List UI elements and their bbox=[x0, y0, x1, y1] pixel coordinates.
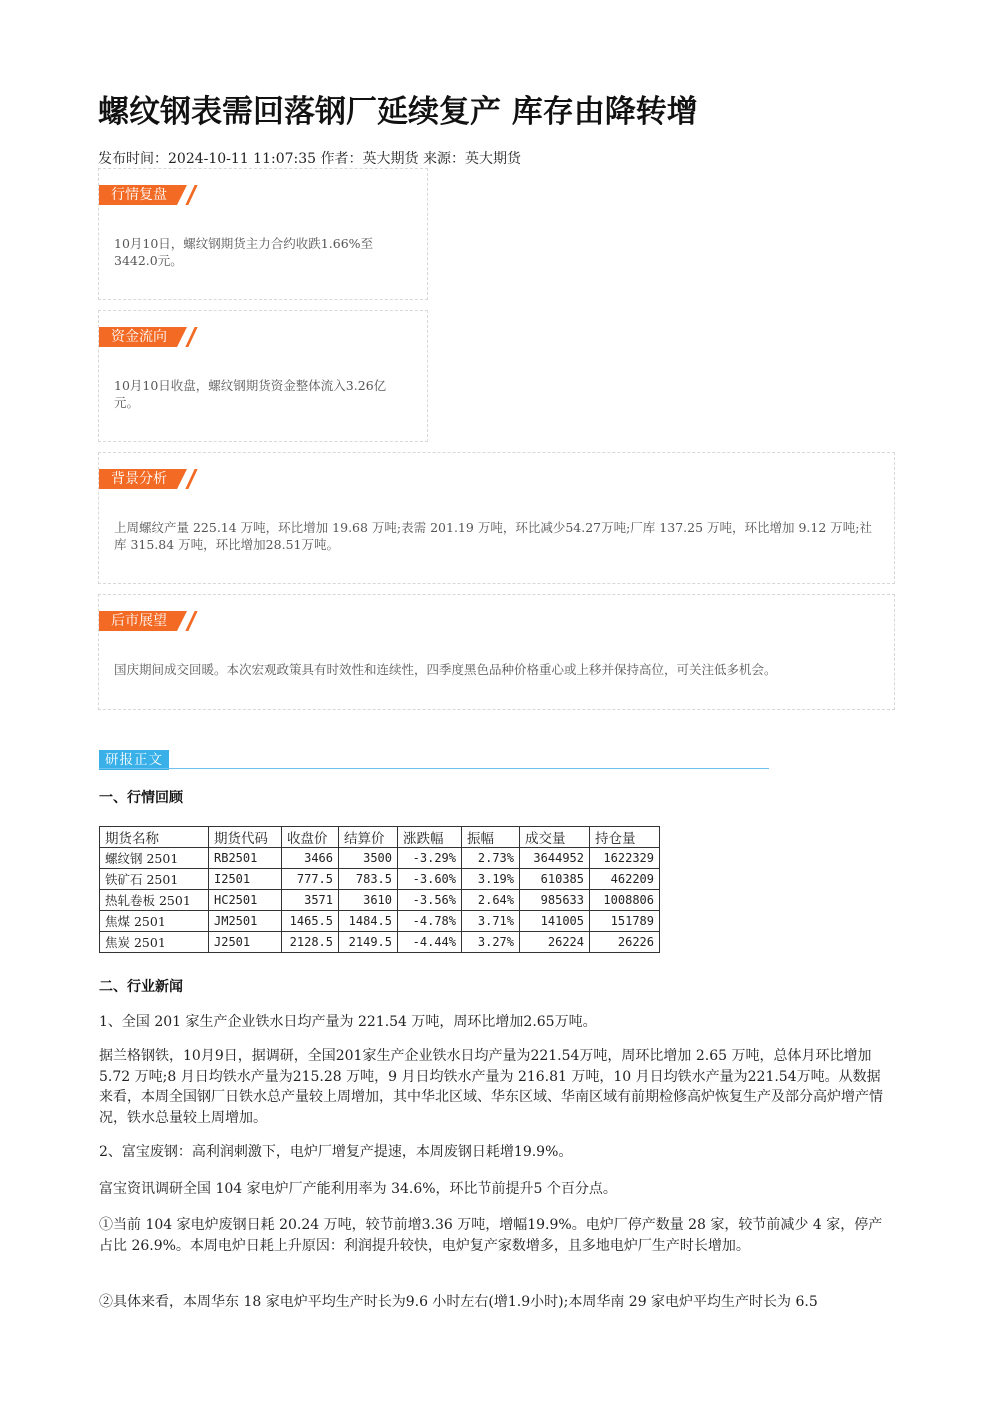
background-box bbox=[98, 452, 895, 584]
section-text: 10月10日，螺纹钢期货主力合约收跌1.66%至3442.0元。 bbox=[114, 236, 374, 268]
news-item-2-title: 2、富宝废钢：高利润刺激下，电炉厂增复产提速，本周废钢日耗增19.9%。 bbox=[99, 1144, 573, 1160]
heading-market-review: 一、行情回顾 bbox=[99, 790, 183, 806]
cell-open-interest: 1622329 bbox=[590, 848, 660, 869]
cell-name: 热轧卷板 2501 bbox=[100, 890, 209, 911]
outlook-box bbox=[98, 594, 895, 710]
capital-flow-box bbox=[98, 310, 428, 442]
table-row bbox=[100, 869, 660, 890]
cell-volume: 610385 bbox=[520, 869, 590, 890]
cell-settle: 3500 bbox=[339, 848, 398, 869]
cell-change: -4.78% bbox=[398, 911, 462, 932]
cell-settle: 2149.5 bbox=[339, 932, 398, 953]
section-text: 10月10日收盘，螺纹钢期货资金整体流入3.26亿元。 bbox=[114, 378, 387, 410]
article-title: 螺纹钢表需回落钢厂延续复产 库存由降转增 bbox=[98, 94, 698, 130]
table-header-row bbox=[100, 827, 660, 848]
cell-change: -4.44% bbox=[398, 932, 462, 953]
cell-volume: 985633 bbox=[520, 890, 590, 911]
section-tag: 后市展望 bbox=[99, 611, 177, 631]
cell-open-interest: 151789 bbox=[590, 911, 660, 932]
cell-code: RB2501 bbox=[209, 848, 282, 869]
cell-settle: 3610 bbox=[339, 890, 398, 911]
table-row bbox=[100, 911, 660, 932]
article-meta: 发布时间：2024-10-11 11:07:35 作者：英大期货 来源：英大期货 bbox=[98, 151, 521, 167]
table-row bbox=[100, 890, 660, 911]
cell-code: JM2501 bbox=[209, 911, 282, 932]
section-tag: 背景分析 bbox=[99, 469, 177, 489]
table-row bbox=[100, 848, 660, 869]
news-item-2-point-1: ①当前 104 家电炉废钢日耗 20.24 万吨，较节前增3.36 万吨，增幅19.9%。电炉厂停产数量 28 家，较节前减少 4 家，停产占比 26.9%。本周电炉日耗上升原因：利润提升较快，电炉复产家数增多，且多地电炉厂生产时长增加。 bbox=[99, 1217, 883, 1254]
cell-name: 焦炭 2501 bbox=[100, 932, 209, 953]
cell-volume: 26224 bbox=[520, 932, 590, 953]
cell-name: 焦煤 2501 bbox=[100, 911, 209, 932]
cell-code: I2501 bbox=[209, 869, 282, 890]
cell-open-interest: 462209 bbox=[590, 869, 660, 890]
cell-amplitude: 3.71% bbox=[462, 911, 520, 932]
col-settle: 结算价 bbox=[339, 827, 398, 848]
cell-name: 铁矿石 2501 bbox=[100, 869, 209, 890]
cell-amplitude: 2.73% bbox=[462, 848, 520, 869]
news-item-2-summary: 富宝资讯调研全国 104 家电炉厂产能利用率为 34.6%，环比节前提升5 个百分点。 bbox=[99, 1181, 617, 1197]
cell-open-interest: 1008806 bbox=[590, 890, 660, 911]
cell-change: -3.60% bbox=[398, 869, 462, 890]
cell-settle: 1484.5 bbox=[339, 911, 398, 932]
cell-code: HC2501 bbox=[209, 890, 282, 911]
cell-close: 3466 bbox=[282, 848, 339, 869]
cell-code: J2501 bbox=[209, 932, 282, 953]
cell-close: 777.5 bbox=[282, 869, 339, 890]
section-tag: 行情复盘 bbox=[99, 185, 177, 205]
cell-settle: 783.5 bbox=[339, 869, 398, 890]
news-item-1-body: 据兰格钢铁，10月9日，据调研，全国201家生产企业铁水日均产量为221.54万吨，周环比增加 2.65 万吨，总体月环比增加 5.72 万吨;8 月日均铁水产量为215.28 万吨，9 月日均铁水产量为 216.81 万吨，10 月日均铁水产量为221.54万吨。从数据来看，本周全国钢厂日铁水总产量较上周增加，其中华北区域、华东区域、华南区域有前期检修高炉恢复生产及部分高炉增产情况，铁水总量较上周增加。 bbox=[99, 1048, 883, 1126]
futures-quote-table bbox=[99, 826, 660, 953]
cell-volume: 3644952 bbox=[520, 848, 590, 869]
market-review-box bbox=[98, 168, 428, 300]
cell-amplitude: 3.27% bbox=[462, 932, 520, 953]
cell-close: 3571 bbox=[282, 890, 339, 911]
section-text: 上周螺纹产量 225.14 万吨，环比增加 19.68 万吨;表需 201.19 万吨，环比减少54.27万吨;厂库 137.25 万吨，环比增加 9.12 万吨;社库 315.84 万吨，环比增加28.51万吨。 bbox=[114, 520, 872, 552]
col-open-interest: 持仓量 bbox=[590, 827, 660, 848]
report-divider bbox=[99, 768, 769, 769]
col-code: 期货代码 bbox=[209, 827, 282, 848]
news-item-1-title: 1、全国 201 家生产企业铁水日均产量为 221.54 万吨，周环比增加2.65万吨。 bbox=[99, 1014, 597, 1030]
cell-amplitude: 3.19% bbox=[462, 869, 520, 890]
cell-change: -3.29% bbox=[398, 848, 462, 869]
cell-volume: 141005 bbox=[520, 911, 590, 932]
news-item-2-point-2: ②具体来看，本周华东 18 家电炉平均生产时长为9.6 小时左右(增1.9小时);本周华南 29 家电炉平均生产时长为 6.5 bbox=[99, 1294, 818, 1310]
heading-industry-news: 二、行业新闻 bbox=[99, 979, 183, 995]
cell-change: -3.56% bbox=[398, 890, 462, 911]
col-name: 期货名称 bbox=[100, 827, 209, 848]
cell-close: 2128.5 bbox=[282, 932, 339, 953]
col-volume: 成交量 bbox=[520, 827, 590, 848]
cell-close: 1465.5 bbox=[282, 911, 339, 932]
col-close: 收盘价 bbox=[282, 827, 339, 848]
report-tag: 研报正文 bbox=[99, 750, 169, 770]
section-tag: 资金流向 bbox=[99, 327, 177, 347]
col-change: 涨跌幅 bbox=[398, 827, 462, 848]
col-amplitude: 振幅 bbox=[462, 827, 520, 848]
cell-name: 螺纹钢 2501 bbox=[100, 848, 209, 869]
table-row bbox=[100, 932, 660, 953]
cell-open-interest: 26226 bbox=[590, 932, 660, 953]
cell-amplitude: 2.64% bbox=[462, 890, 520, 911]
section-text: 国庆期间成交回暖。本次宏观政策具有时效性和连续性，四季度黑色品种价格重心或上移并保持高位，可关注低多机会。 bbox=[114, 662, 777, 677]
